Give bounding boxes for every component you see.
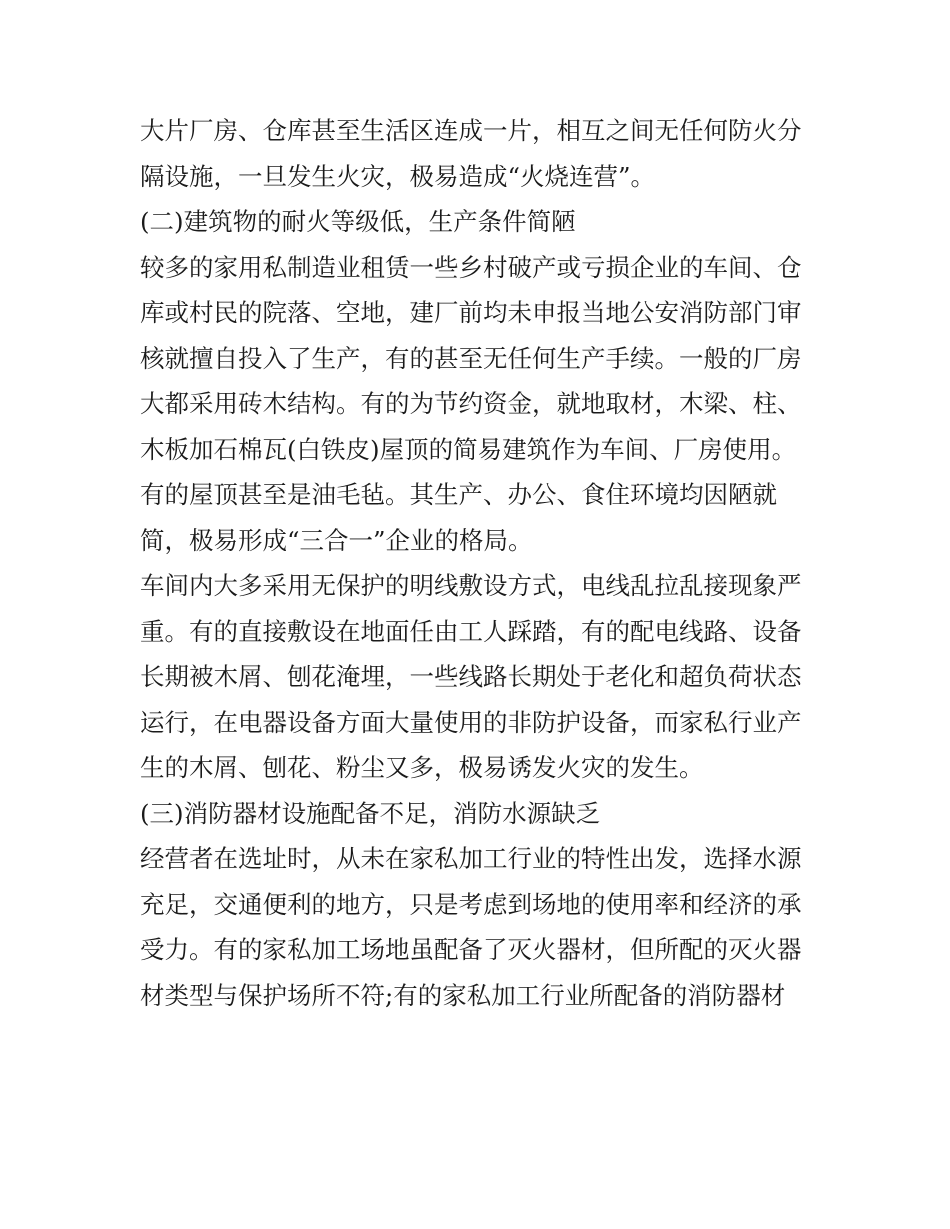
text-line: 充足，交通便利的地方，只是考虑到场地的使用率和经济的承 bbox=[140, 889, 802, 919]
text-line: 有的屋顶甚至是油毛毡。其生产、办公、食住环境均因陋就 bbox=[140, 480, 777, 509]
text-line: 大片厂房、仓库甚至生活区连成一片，相互之间无任何防火分 bbox=[140, 116, 802, 145]
text-line: 较多的家用私制造业租赁一些乡村破产或亏损企业的车间、仓 bbox=[140, 252, 802, 282]
text-line: 长期被木屑、刨花淹埋，一些线路长期处于老化和超负荷状态 bbox=[140, 662, 802, 691]
text-line: 隔设施，一旦发生火灾，极易造成“火烧连营”。 bbox=[140, 161, 656, 191]
section-heading: (二)建筑物的耐火等级低，生产条件简陋 bbox=[140, 207, 576, 236]
section-heading: (三)消防器材设施配备不足，消防水源缺乏 bbox=[140, 798, 601, 828]
text-line: 简，极易形成“三合一”企业的格局。 bbox=[140, 525, 533, 555]
text-line: 材类型与保护场所不符;有的家私加工行业所配备的消防器材 bbox=[140, 980, 786, 1010]
text-line: 经营者在选址时，从未在家私加工行业的特性出发，选择水源 bbox=[140, 844, 802, 873]
text-line: 生的木屑、刨花、粉尘又多，极易诱发火灾的发生。 bbox=[140, 753, 704, 782]
text-line: 重。有的直接敷设在地面任由工人踩踏，有的配电线路、设备 bbox=[140, 616, 802, 646]
body-text bbox=[140, 108, 830, 1018]
text-line: 大都采用砖木结构。有的为节约资金，就地取材，木梁、柱、 bbox=[140, 389, 802, 418]
text-line: 受力。有的家私加工场地虽配备了灭火器材，但所配的灭火器 bbox=[140, 935, 802, 964]
text-line: 运行，在电器设备方面大量使用的非防护设备，而家私行业产 bbox=[140, 707, 802, 737]
text-line: 木板加石棉瓦(白铁皮)屋顶的简易建筑作为车间、厂房使用。 bbox=[140, 434, 797, 464]
text-line: 库或村民的院落、空地，建厂前均未申报当地公安消防部门审 bbox=[140, 298, 802, 327]
text-line: 核就擅自投入了生产，有的甚至无任何生产手续。一般的厂房 bbox=[140, 343, 802, 373]
text-line: 车间内大多采用无保护的明线敷设方式，电线乱拉乱接现象严 bbox=[140, 571, 802, 600]
